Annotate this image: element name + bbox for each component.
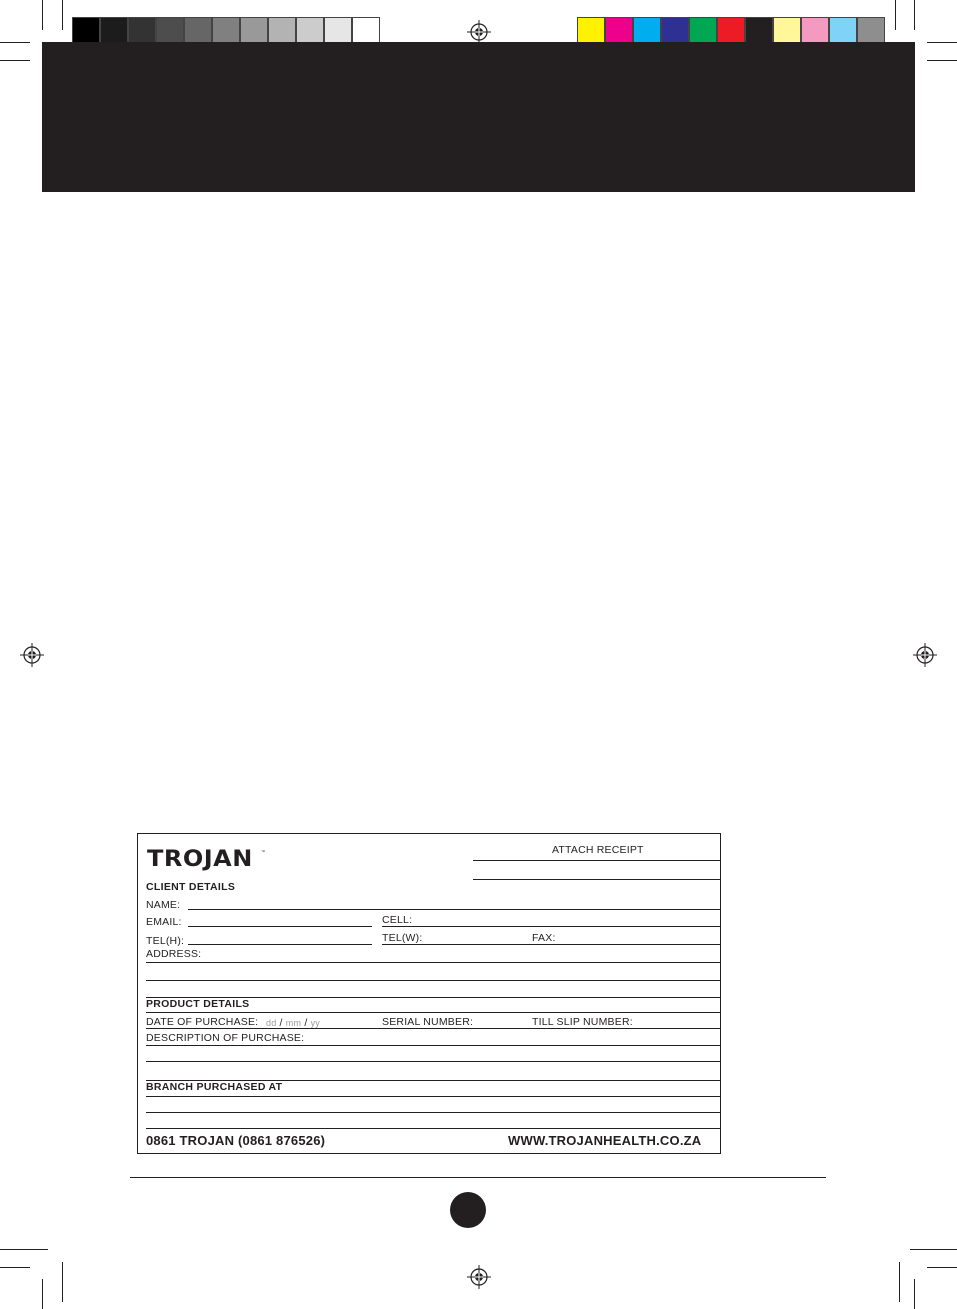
date-separator: /	[304, 1017, 308, 1029]
email-field[interactable]	[188, 926, 372, 927]
crop-mark	[895, 0, 896, 30]
email-label: EMAIL:	[146, 916, 182, 928]
page-number-circle	[450, 1192, 486, 1228]
attach-receipt-label: ATTACH RECEIPT	[552, 844, 644, 856]
name-label: NAME:	[146, 899, 181, 911]
description-label: DESCRIPTION OF PURCHASE:	[146, 1032, 305, 1044]
color-swatch	[184, 17, 212, 45]
tel-w-fax-field[interactable]	[382, 944, 721, 945]
branch-purchased-heading: BRANCH PURCHASED AT	[146, 1081, 283, 1093]
crop-mark	[910, 1249, 957, 1250]
color-swatch	[633, 17, 661, 45]
crosshair-registration-icon	[467, 20, 491, 44]
color-swatch	[212, 17, 240, 45]
client-details-heading: CLIENT DETAILS	[146, 881, 236, 893]
crop-mark	[62, 1262, 63, 1302]
color-swatch	[100, 17, 128, 45]
address-field-line[interactable]	[146, 980, 721, 981]
crop-mark	[927, 1267, 957, 1268]
name-field[interactable]	[188, 909, 721, 910]
crop-mark	[0, 1267, 30, 1268]
date-dd-placeholder: dd	[266, 1018, 277, 1028]
tel-h-label: TEL(H):	[146, 935, 185, 947]
color-swatch	[268, 17, 296, 45]
tel-h-field[interactable]	[188, 944, 372, 945]
till-slip-number-label: TILL SLIP NUMBER:	[532, 1016, 633, 1028]
crop-mark	[927, 42, 957, 43]
trademark-mark: ™	[261, 849, 265, 854]
crop-mark	[42, 1279, 43, 1309]
cell-label: CELL:	[382, 914, 413, 926]
crop-mark	[914, 0, 915, 30]
color-swatch	[801, 17, 829, 45]
color-swatch	[857, 17, 885, 45]
crop-mark	[914, 1279, 915, 1309]
color-swatch	[577, 17, 605, 45]
website-url: WWW.TROJANHEALTH.CO.ZA	[508, 1133, 702, 1148]
color-swatch	[72, 17, 100, 45]
address-label: ADDRESS:	[146, 948, 202, 960]
date-yy-placeholder: yy	[310, 1018, 320, 1028]
form-rule	[146, 1012, 721, 1013]
color-swatch	[773, 17, 801, 45]
crop-mark	[62, 0, 63, 30]
crop-mark	[0, 42, 30, 43]
date-separator: /	[279, 1017, 283, 1029]
crop-mark	[0, 60, 30, 61]
cell-field[interactable]	[382, 926, 721, 927]
form-rule	[473, 879, 721, 880]
color-swatch	[661, 17, 689, 45]
color-swatch	[240, 17, 268, 45]
branch-field-line[interactable]	[146, 1096, 721, 1097]
description-field-line[interactable]	[146, 1045, 721, 1046]
crosshair-registration-icon	[467, 1265, 491, 1289]
color-swatch	[296, 17, 324, 45]
color-swatch	[352, 17, 380, 45]
description-field-line[interactable]	[146, 1061, 721, 1062]
form-rule	[146, 1128, 721, 1129]
crop-mark	[42, 0, 43, 30]
color-swatch	[324, 17, 352, 45]
date-mm-placeholder: mm	[285, 1018, 302, 1028]
color-swatch	[717, 17, 745, 45]
color-swatch	[605, 17, 633, 45]
serial-number-label: SERIAL NUMBER:	[382, 1016, 474, 1028]
trojan-logo: TROJAN	[147, 846, 253, 872]
branch-field-line[interactable]	[146, 1112, 721, 1113]
warranty-form	[137, 833, 721, 1154]
address-field-line[interactable]	[146, 962, 721, 963]
form-rule	[473, 860, 721, 861]
tel-w-label: TEL(W):	[382, 932, 423, 944]
product-details-heading: PRODUCT DETAILS	[146, 998, 250, 1010]
product-field-line[interactable]	[146, 1028, 721, 1029]
color-swatch	[156, 17, 184, 45]
crop-mark	[927, 60, 957, 61]
color-swatch	[829, 17, 857, 45]
header-band	[42, 42, 915, 192]
fax-label: FAX:	[532, 932, 556, 944]
color-swatch	[689, 17, 717, 45]
crop-mark	[0, 1249, 48, 1250]
date-of-purchase-label: DATE OF PURCHASE:	[146, 1016, 259, 1028]
color-swatch	[745, 17, 773, 45]
crosshair-registration-icon	[913, 643, 937, 667]
color-swatch	[128, 17, 156, 45]
page-footer-rule	[130, 1177, 826, 1178]
crop-mark	[899, 1262, 900, 1302]
phone-number: 0861 TROJAN (0861 876526)	[146, 1133, 326, 1148]
crosshair-registration-icon	[20, 643, 44, 667]
